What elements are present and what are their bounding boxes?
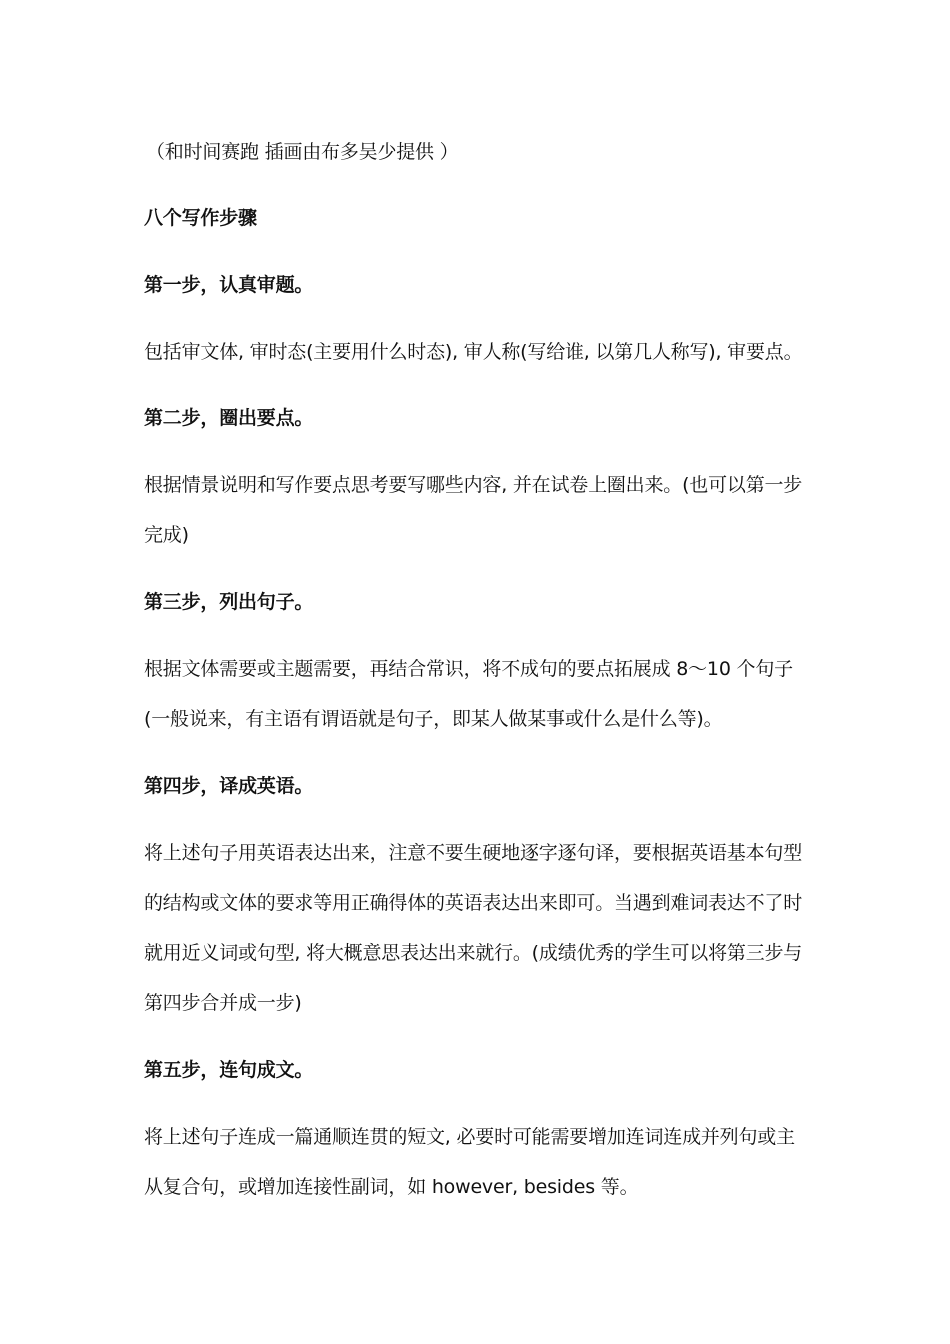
step-5-text-line: 将上述句子连成一篇通顺连贯的短文, 必要时可能需要增加连词连成并列句或主 <box>144 1126 795 1148</box>
step-2-text-line: 根据情景说明和写作要点思考要写哪些内容, 并在试卷上圈出来。(也可以第一步 <box>144 474 803 496</box>
step-4-text-line: 将上述句子用英语表达出来，注意不要生硬地逐字逐句译，要根据英语基本句型 <box>144 842 803 864</box>
step-4-heading: 第四步，译成英语。 <box>144 775 314 797</box>
illustration-caption: （和时间赛跑 插画由布多吴少提供 ） <box>146 141 459 163</box>
step-2-heading: 第二步，圈出要点。 <box>144 407 314 429</box>
section-title: 八个写作步骤 <box>144 207 257 229</box>
step-3-text-line: 根据文体需要或主题需要，再结合常识，将不成句的要点拓展成 8～10 个句子 <box>144 658 793 680</box>
step-1-heading: 第一步，认真审题。 <box>144 274 314 296</box>
step-5-heading: 第五步，连句成文。 <box>144 1059 314 1081</box>
step-4-text-line: 的结构或文体的要求等用正确得体的英语表达出来即可。当遇到难词表达不了时 <box>144 892 803 914</box>
step-4-text-line: 第四步合并成一步) <box>144 992 302 1014</box>
step-5-text-line: 从复合句，或增加连接性副词，如 however, besides 等。 <box>144 1176 639 1198</box>
step-3-heading: 第三步，列出句子。 <box>144 591 314 613</box>
step-1-text-line: 包括审文体, 审时态(主要用什么时态), 审人称(写给谁, 以第几人称写), 审要点。 <box>144 341 803 363</box>
step-3-text-line: (一般说来，有主语有谓语就是句子，即某人做某事或什么是什么等)。 <box>144 708 723 730</box>
step-4-text-line: 就用近义词或句型, 将大概意思表达出来就行。(成绩优秀的学生可以将第三步与 <box>144 942 803 964</box>
step-2-text-line: 完成) <box>144 524 189 546</box>
